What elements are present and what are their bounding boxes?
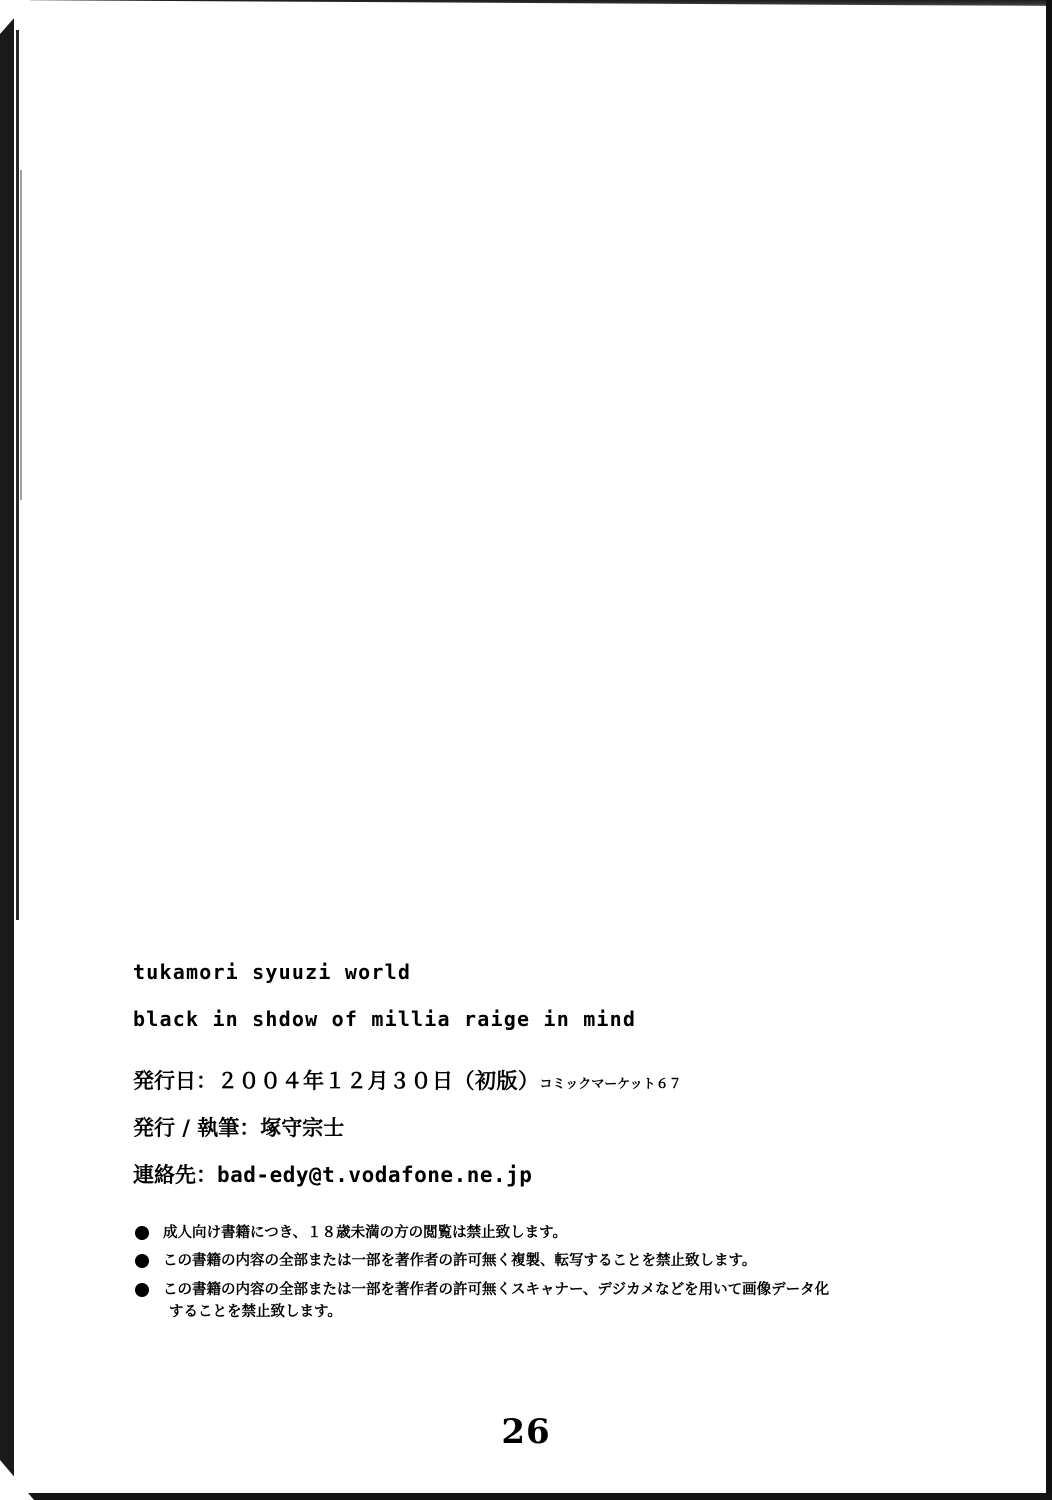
bullet-icon — [135, 1226, 149, 1240]
page-corner-bottom-left — [0, 1460, 34, 1500]
legal-notice-item — [133, 1222, 963, 1244]
publisher-row — [133, 1118, 963, 1139]
contact-email: bad-edy@t.vodafone.ne.jp — [217, 1163, 533, 1187]
publication-date-value: ２００４年１２月３０日（初版） — [217, 1069, 540, 1093]
legal-notice-text: この書籍の内容の全部または一部を著作者の許可無くスキャナー、デジカメなどを用いて画像データ化 — [163, 1281, 830, 1298]
legal-notice-continuation: することを禁止致します。 — [169, 1304, 342, 1321]
contact-row — [133, 1165, 963, 1186]
colophon-block — [133, 962, 963, 1330]
publication-date-label: 発行日： — [133, 1069, 217, 1093]
page-edge-bottom — [0, 1493, 1052, 1500]
circle-title: tukamori syuuzi world — [133, 960, 412, 984]
page-spine-shadow — [16, 30, 19, 920]
publisher-value: 塚守宗士 — [260, 1116, 345, 1140]
publisher-label: 発行 / 執筆： — [133, 1116, 261, 1140]
page-spine-shadow-secondary — [20, 170, 22, 500]
page-edge-right — [1046, 0, 1052, 1500]
page-number: 26 — [501, 1412, 551, 1452]
publication-details — [133, 1071, 963, 1186]
contact-label: 連絡先： — [133, 1163, 217, 1187]
publication-date-row — [133, 1071, 963, 1092]
legal-notice-item — [133, 1250, 963, 1272]
legal-notices — [133, 1222, 963, 1324]
bullet-icon — [135, 1254, 149, 1268]
legal-notice-item — [133, 1279, 963, 1324]
legal-notice-text: 成人向け書籍につき、１８歳未満の方の閲覧は禁止致します。 — [163, 1225, 567, 1241]
work-title: black in shdow of millia raige in mind — [133, 1007, 637, 1031]
legal-notice-text: この書籍の内容の全部または一部を著作者の許可無く複製、転写することを禁止致します。 — [163, 1253, 757, 1270]
publication-event-note: コミックマーケット６７ — [539, 1077, 682, 1092]
bullet-icon — [135, 1283, 149, 1297]
page-edge-left — [0, 0, 14, 1500]
